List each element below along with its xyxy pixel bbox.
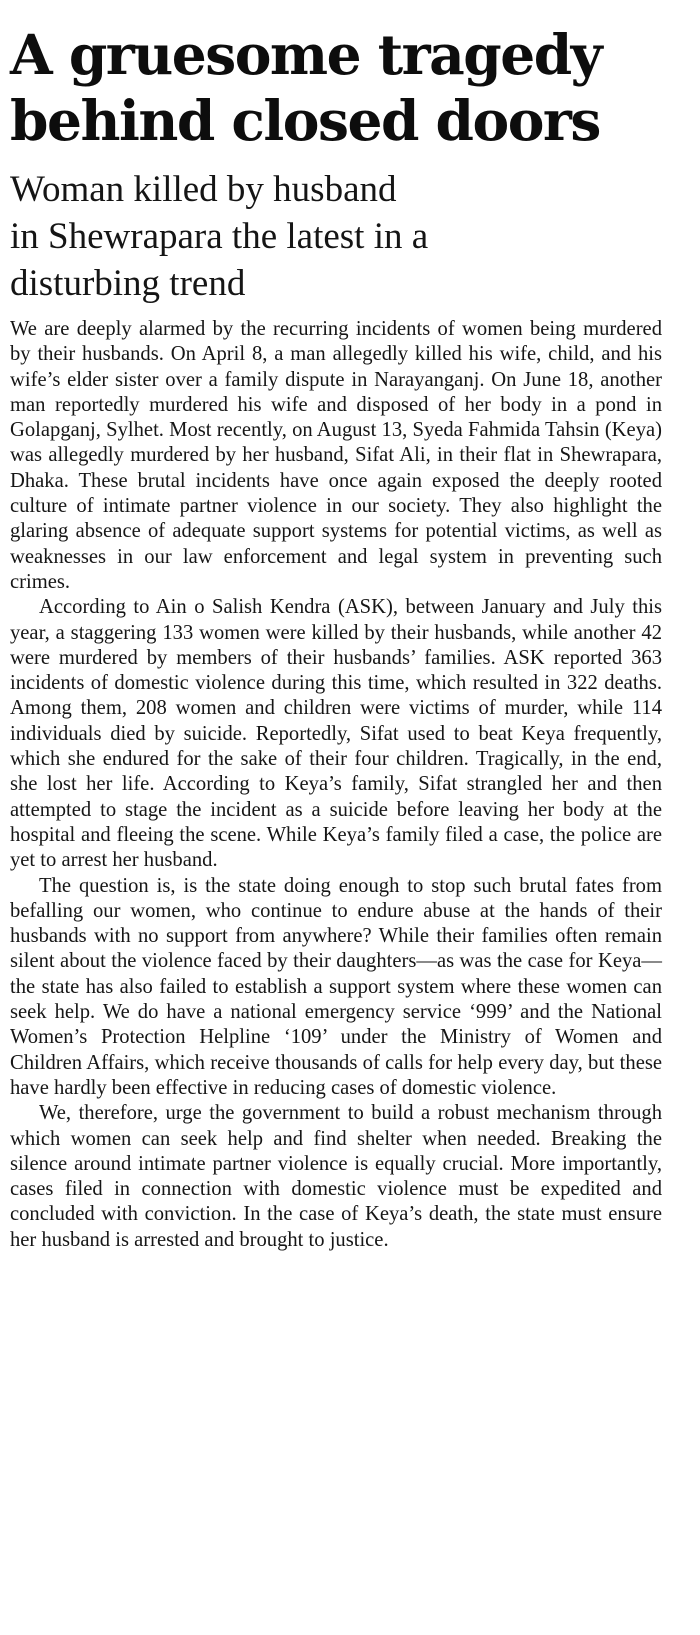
subheadline-line: disturbing trend xyxy=(10,263,246,304)
headline-line: A gruesome tragedy xyxy=(10,22,602,87)
body-paragraph: According to Ain o Salish Kendra (ASK), between January and July this year, a staggering 133 women were killed by their husbands, while another 42 were murdered by members of their husbands’ families. ASK reported 363 incidents of domestic violence during this time, which resulted in 322 deaths. Among them, 208 women and children were victims of murder, while 114 individuals died by suicide. Reportedly, Sifat used to beat Keya frequently, which she endured for the sake of their four children. Tragically, in the end, she lost her life. According to Keya’s family, Sifat strangled her and then attempted to stage the incident as a suicide before leaving her body at the hospital and fleeing the scene. While Keya’s family filed a case, the police are yet to arrest her husband. xyxy=(10,596,662,872)
editorial-article xyxy=(10,22,662,1253)
body-paragraph: We, therefore, urge the government to build a robust mechanism through which women can seek help and find shelter when needed. Breaking the silence around intimate partner violence is equally crucial. More importantly, cases filed in connection with domestic violence must be expedited and concluded with conviction. In the case of Keya’s death, the state must ensure her husband is arrested and brought to justice. xyxy=(10,1102,662,1251)
body-paragraph: The question is, is the state doing enough to stop such brutal fates from befalling our women, who continue to endure abuse at the hands of their husbands with no support from anywhere? While their families often remain silent about the violence faced by their daughters—as was the case for Keya—the state has also failed to establish a support system where these women can seek help. We do have a national emergency service ‘999’ and the National Women’s Protection Helpline ‘109’ under the Ministry of Women and Children Affairs, which receive thousands of calls for help every day, but these have hardly been effective in reducing cases of domestic violence. xyxy=(10,874,662,1099)
article-body xyxy=(10,317,662,1253)
subheadline-line: in Shewrapara the latest in a xyxy=(10,216,429,257)
body-paragraph: We are deeply alarmed by the recurring incidents of women being murdered by their husbands. On April 8, a man allegedly killed his wife, child, and his wife’s elder sister over a family dispute in Narayanganj. On June 18, another man reportedly murdered his wife and disposed of her body in a pond in Golapganj, Sylhet. Most recently, on August 13, Syeda Fahmida Tahsin (Keya) was allegedly murdered by her husband, Sifat Ali, in their flat in Shewrapara, Dhaka. These brutal incidents have once again exposed the deeply rooted culture of intimate partner violence in our society. They also highlight the glaring absence of adequate support systems for potential victims, as well as weaknesses in our law enforcement and legal system in preventing such crimes. xyxy=(10,318,662,593)
headline-line: behind closed doors xyxy=(10,88,600,153)
headline xyxy=(10,22,662,154)
subheadline-line: Woman killed by husband xyxy=(10,169,397,210)
subheadline xyxy=(10,166,662,307)
